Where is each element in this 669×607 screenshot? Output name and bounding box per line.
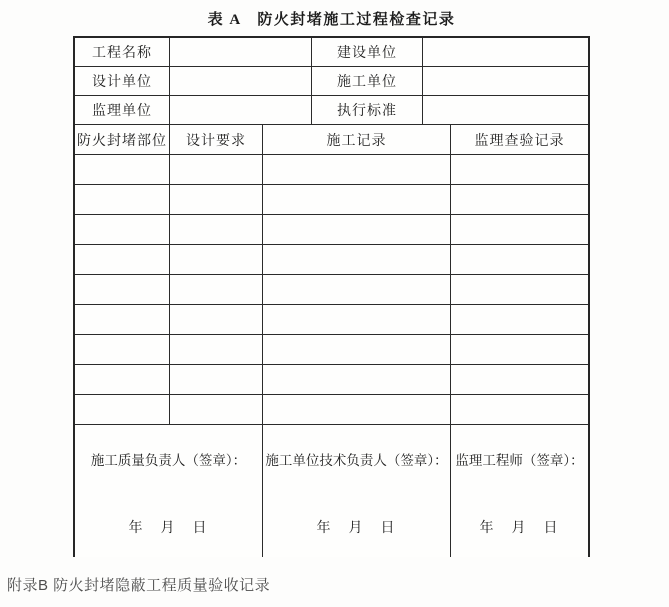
column-header-cell: 设计要求	[170, 125, 263, 155]
empty-cell	[451, 395, 588, 425]
empty-cell	[263, 365, 451, 395]
empty-cell	[451, 305, 588, 335]
empty-cell	[170, 305, 263, 335]
info-value-cell	[423, 38, 588, 67]
empty-cell	[263, 335, 451, 365]
empty-cell	[263, 395, 451, 425]
signature-date: 年 月 日	[128, 521, 209, 536]
empty-cell	[75, 335, 170, 365]
empty-cell	[170, 275, 263, 305]
info-label-cell: 监理单位	[75, 96, 170, 125]
empty-cell	[170, 185, 263, 215]
signature-date: 年 月 日	[479, 521, 560, 536]
info-label-cell: 执行标准	[312, 96, 423, 125]
signature-date: 年 月 日	[316, 521, 397, 536]
info-value-cell	[170, 96, 312, 125]
table-title: 表 A 防火封堵施工过程检查记录	[207, 12, 456, 28]
info-value-cell	[170, 67, 312, 96]
info-label-cell: 工程名称	[75, 38, 170, 67]
signature-row	[75, 425, 588, 557]
empty-cell	[451, 365, 588, 395]
empty-cell	[75, 275, 170, 305]
signature-label: 施工质量负责人（签章）：	[90, 453, 247, 468]
info-section	[75, 38, 588, 125]
empty-cell	[170, 215, 263, 245]
empty-rows-section	[75, 155, 588, 425]
info-label-cell: 建设单位	[312, 38, 423, 67]
empty-cell	[263, 155, 451, 185]
empty-cell	[75, 365, 170, 395]
signature-cell	[451, 425, 588, 557]
empty-cell	[451, 335, 588, 365]
empty-cell	[170, 245, 263, 275]
signature-label: 监理工程师（签章）：	[455, 453, 584, 468]
empty-cell	[75, 245, 170, 275]
column-header-cell: 监理查验记录	[451, 125, 588, 155]
empty-cell	[451, 155, 588, 185]
empty-cell	[170, 155, 263, 185]
empty-cell	[75, 155, 170, 185]
empty-cell	[170, 365, 263, 395]
empty-cell	[263, 215, 451, 245]
empty-cell	[263, 185, 451, 215]
empty-cell	[263, 275, 451, 305]
empty-cell	[75, 185, 170, 215]
empty-cell	[451, 275, 588, 305]
empty-cell	[451, 245, 588, 275]
empty-cell	[75, 395, 170, 425]
column-header-cell: 施工记录	[263, 125, 451, 155]
empty-cell	[263, 305, 451, 335]
inspection-table	[73, 36, 590, 557]
empty-cell	[451, 215, 588, 245]
empty-cell	[170, 335, 263, 365]
column-header-row	[75, 125, 588, 155]
info-value-cell	[423, 67, 588, 96]
info-label-cell: 设计单位	[75, 67, 170, 96]
empty-cell	[75, 215, 170, 245]
info-value-cell	[170, 38, 312, 67]
column-header-cell: 防火封堵部位	[75, 125, 170, 155]
signature-label: 施工单位技术负责人（签章）：	[265, 453, 448, 468]
empty-cell	[170, 395, 263, 425]
info-value-cell	[423, 96, 588, 125]
signature-cell	[75, 425, 263, 557]
empty-cell	[263, 245, 451, 275]
empty-cell	[75, 305, 170, 335]
signature-cell	[263, 425, 451, 557]
info-label-cell: 施工单位	[312, 67, 423, 96]
empty-cell	[451, 185, 588, 215]
appendix-caption: 附录B 防火封堵隐蔽工程质量验收记录	[7, 577, 271, 594]
